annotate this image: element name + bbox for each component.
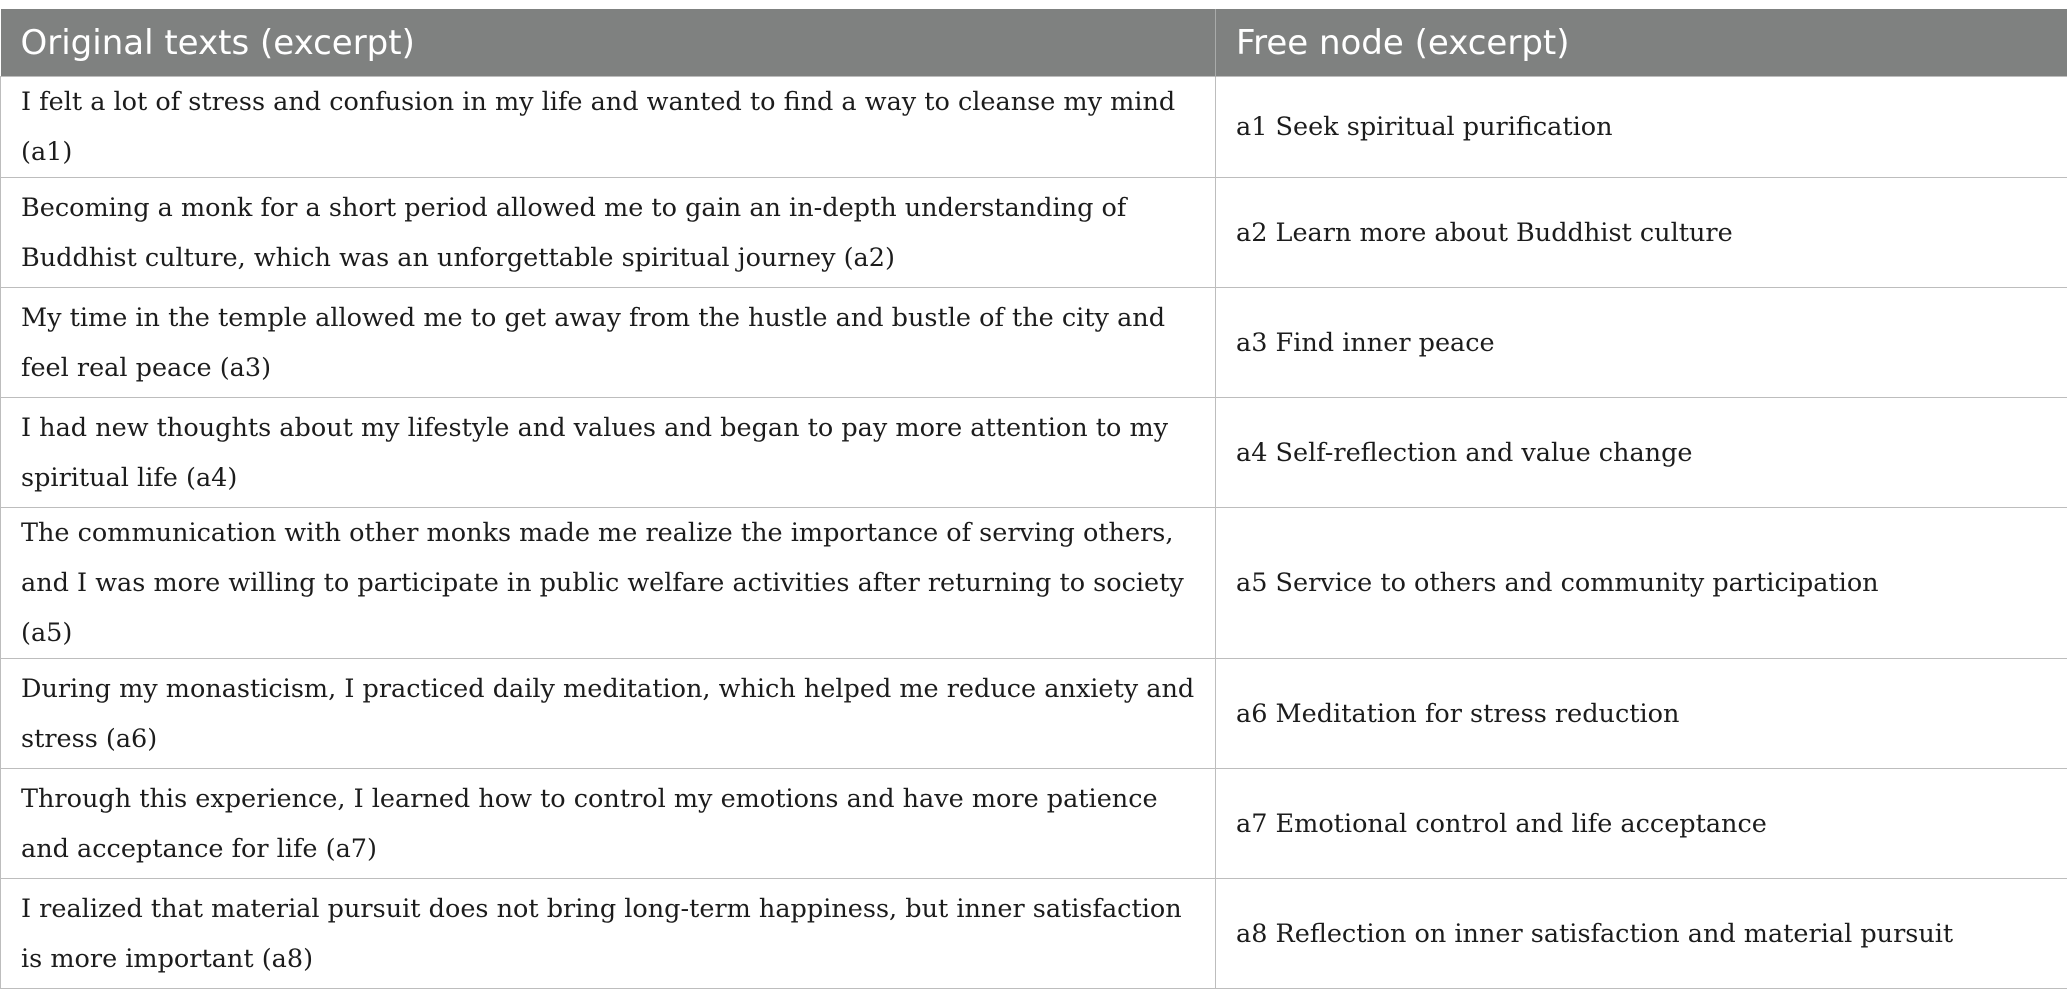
table-row bbox=[1, 398, 2067, 508]
original-text-cell: Becoming a monk for a short period allowed me to gain an in-depth understanding of Buddhist culture, which was an unforgettable spiritual journey (a2) bbox=[1, 178, 1216, 288]
table-row bbox=[1, 508, 2067, 659]
table-row bbox=[1, 77, 2067, 178]
free-node-cell: a2 Learn more about Buddhist culture bbox=[1216, 178, 2067, 288]
free-node-cell: a8 Reflection on inner satisfaction and material pursuit bbox=[1216, 879, 2067, 989]
column-header-free-node: Free node (excerpt) bbox=[1216, 9, 2067, 77]
coding-table-container bbox=[0, 9, 2067, 989]
table-row bbox=[1, 659, 2067, 769]
free-node-cell: a4 Self-reflection and value change bbox=[1216, 398, 2067, 508]
table-header bbox=[1, 9, 2067, 77]
table-row bbox=[1, 178, 2067, 288]
coding-table bbox=[0, 9, 2067, 989]
column-header-original-texts: Original texts (excerpt) bbox=[1, 9, 1216, 77]
free-node-cell: a7 Emotional control and life acceptance bbox=[1216, 769, 2067, 879]
free-node-cell: a6 Meditation for stress reduction bbox=[1216, 659, 2067, 769]
free-node-cell: a1 Seek spiritual purification bbox=[1216, 77, 2067, 178]
table-row bbox=[1, 288, 2067, 398]
original-text-cell: I had new thoughts about my lifestyle and values and began to pay more attention to my spiritual life (a4) bbox=[1, 398, 1216, 508]
original-text-cell: I felt a lot of stress and confusion in my life and wanted to find a way to cleanse my mind (a1) bbox=[1, 77, 1216, 178]
table-body bbox=[1, 77, 2067, 989]
original-text-cell: The communication with other monks made me realize the importance of serving others, and I was more willing to participate in public welfare activities after returning to society (a5) bbox=[1, 508, 1216, 659]
table-row bbox=[1, 879, 2067, 989]
original-text-cell: My time in the temple allowed me to get away from the hustle and bustle of the city and feel real peace (a3) bbox=[1, 288, 1216, 398]
header-row bbox=[1, 9, 2067, 77]
free-node-cell: a3 Find inner peace bbox=[1216, 288, 2067, 398]
original-text-cell: I realized that material pursuit does not bring long-term happiness, but inner satisfaction is more important (a8) bbox=[1, 879, 1216, 989]
original-text-cell: During my monasticism, I practiced daily meditation, which helped me reduce anxiety and stress (a6) bbox=[1, 659, 1216, 769]
free-node-cell: a5 Service to others and community participation bbox=[1216, 508, 2067, 659]
original-text-cell: Through this experience, I learned how to control my emotions and have more patience and acceptance for life (a7) bbox=[1, 769, 1216, 879]
table-row bbox=[1, 769, 2067, 879]
